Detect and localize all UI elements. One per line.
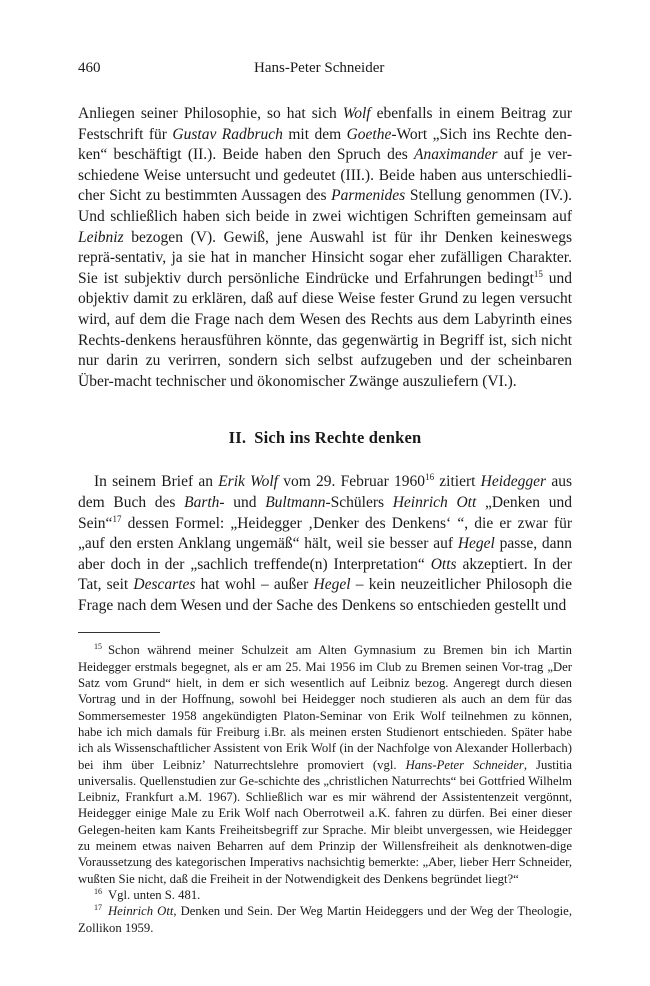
paragraph <box>78 472 572 616</box>
text-run: bezogen (V). Gewiß, jene Auswahl ist für ihr Denken keineswegs reprä-sentativ, ja sie hat in mancher Hinsicht sogar eher zufälligen Charakter. Sie ist subjektiv durch persönliche Eindrücke und Erfahrungen bedingt <box>78 228 572 287</box>
text-run: Stellung genommen (IV.). Und schließlich haben sich beide in zwei wichtigen Schriften gemeinsam auf <box>78 187 572 225</box>
footnote-number: 17 <box>94 903 102 913</box>
page-header <box>78 60 572 82</box>
italic-name: Erik Wolf <box>218 473 278 491</box>
section-number: II. <box>228 428 247 448</box>
text-run: und <box>224 493 266 511</box>
footnote-15 <box>78 642 572 886</box>
italic-name: Goethe <box>346 125 392 143</box>
text-run: mit dem <box>282 125 347 143</box>
text-run: zitiert <box>434 473 481 491</box>
page-number: 460 <box>78 60 101 76</box>
text-run: passe, dann aber doch in der „sachlich treffende(n) Interpretation“ <box>78 535 573 573</box>
footnote-divider <box>78 632 160 633</box>
text-run: Schon während meiner Schulzeit am Alten Gymnasium zu Bremen bin ich Martin Heidegger erstmals begegnet, als er am 25. Mai 1956 im Club zu Bremen seinen Vor-trag „Der Satz vom Grund“ hielt, in dem er sich wesentlich auf Leibniz bezog. Angeregt durch diesen Vortrag und in der Hoffnung, sowohl bei Heidegger noch studieren als auch an dem für das Sommersemester 1958 angekündigten Platon-Seminar von Erik Wolf teilnehmen zu können, habe ich mich damals für Freiburg i.Br. als meinen ersten Studienort entschieden. Später habe ich als Wissenschaftlicher Assistent von Erik Wolf (in der Nachfolge von Alexander Hollerbach) bei ihm über Leibniz’ Naturrechtslehre promoviert (vgl. <box>78 643 572 772</box>
footnote-ref[interactable]: 16 <box>425 472 435 483</box>
footnote-ref[interactable]: 15 <box>533 268 543 279</box>
italic-name: Heinrich Ott <box>108 904 174 919</box>
running-head: Hans-Peter Schneider <box>254 60 385 76</box>
text-run: auf je ver-schiedene Weise untersucht und gedeutet (III.). Beide haben aus unterschiedli-cher Sicht zu bestimmten Aussagen des <box>78 146 572 205</box>
italic-name: Parmenides <box>331 187 406 205</box>
italic-name: Wolf <box>342 105 371 122</box>
paragraph <box>78 104 572 392</box>
footnotes <box>78 642 572 935</box>
italic-name: Barth- <box>184 493 225 511</box>
footnote-17 <box>78 903 572 936</box>
text-run: und objektiv damit zu erklären, daß auf diese Weise fester Grund zu legen versucht wird, auf dem die Frage nach dem Wesen des Rechts aus dem Labyrinth eines Rechts-denkens herausführen könnte, das gegenwärtig in Begriff ist, sich nicht nur darin zu verirren, sondern sich selbst aufzugeben und der scheinbaren Über-macht technischer und ökonomischer Zwänge auszuliefern (VI.). <box>78 269 573 390</box>
italic-name: Anaximander <box>414 146 498 164</box>
text-run: dessen Formel: „Heidegger ‚Denker des Denkens‘ “, die er zwar für „auf den ersten Anklang ungemäß“ hält, weil sie besser auf <box>78 514 572 553</box>
footnote-ref[interactable]: 17 <box>112 513 122 524</box>
text-run: , Justitia universalis. Quellenstudien zur Ge-schichte des „christlichen Naturrechts“ bei Gottfried Wilhelm Leibniz, Frankfurt a.M. 1967). Schließlich war es mir während der Assistentenzeit vergönnt, Heidegger einige Male zu Erik Wolf nach Oberrotweil a.K. fahren zu dürfen. Bei einer dieser Gelegen-heiten kam Kants Freiheitsbegriff zur Sprache. Mir bleibt unvergessen, wie Heidegger zu meinem etwas naiven Beharren auf dem Prinzip der Willensfreiheit als denknotwen-dige Voraussetzung des kategorischen Imperativs nachsichtig bemerkte: „Aber, lieber Herr Schneider, wußten Sie nicht, daß die Freiheit in der Notwendigkeit des Denkens begründet liegt?“ <box>78 757 572 886</box>
text-run: In seinem Brief an <box>94 473 219 491</box>
text-run: aus dem Buch des <box>78 473 572 511</box>
italic-name: Heidegger <box>480 473 547 491</box>
footnote-number: 16 <box>94 886 102 896</box>
italic-name: Bultmann- <box>265 493 331 511</box>
text-run: vom 29. Februar 1960 <box>278 473 426 491</box>
main-text <box>78 104 572 616</box>
text-run: Anliegen seiner Philosophie, so hat sich <box>78 105 343 122</box>
page <box>78 60 572 936</box>
footnote-16 <box>78 887 572 903</box>
text-run: „Denken und Sein“ <box>78 493 572 532</box>
text-run: , Denken und Sein. Der Weg Martin Heideggers und der Weg der Theologie, Zollikon 1959. <box>78 904 572 935</box>
italic-name: Heinrich Ott <box>392 493 477 511</box>
italic-name: Descartes <box>133 576 196 594</box>
text-run: akzeptiert. In der Tat, seit <box>78 555 573 594</box>
italic-name: Hegel <box>313 576 351 594</box>
section-heading <box>78 428 572 448</box>
text-run: hat wohl – außer <box>195 576 314 594</box>
italic-name: Otts <box>430 555 457 573</box>
section-title: Sich ins Rechte denken <box>254 428 422 448</box>
text-run: ebenfalls in einem Beitrag zur Festschrift für <box>78 105 572 143</box>
italic-name: Gustav Radbruch <box>172 125 283 143</box>
footnote-number: 15 <box>94 642 102 652</box>
italic-name: Leibniz <box>78 228 124 246</box>
italic-name: Hegel <box>457 535 495 553</box>
text-run: Schülers <box>330 493 393 511</box>
text-run: Vgl. unten S. 481. <box>108 887 201 902</box>
text-run: -Wort „Sich ins Rechte den-ken“ beschäftigt (II.). Beide haben den Spruch des <box>78 125 573 164</box>
italic-name: Hans-Peter Schneider <box>405 757 524 772</box>
text-run: – kein neuzeitlicher Philosoph die Frage nach dem Wesen und der Sache des Denkens so entschieden gestellt und <box>78 576 572 614</box>
